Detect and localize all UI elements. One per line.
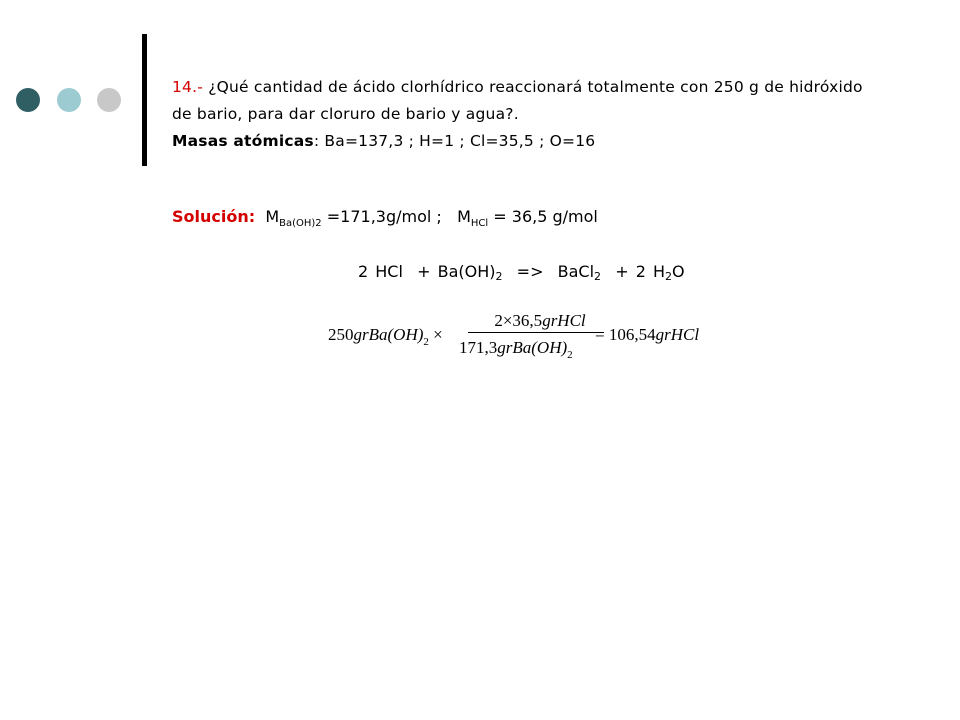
solution-line	[172, 207, 598, 229]
atomic-masses-value: : Ba=137,3 ; H=1 ; Cl=35,5 ; O=16	[313, 132, 596, 150]
plus-sign: +	[417, 262, 431, 281]
product-bacl2: BaCl	[557, 262, 595, 281]
problem-question: ¿Qué cantidad de ácido clorhídrico reaccionará totalmente con 250 g de hidróxido de bario, para dar cloruro de bario y agua?.	[172, 78, 863, 123]
reactant-baoh2-subscript: 2	[495, 270, 503, 283]
molar-mass-hcl-value: = 36,5 g/mol	[493, 207, 598, 226]
chemical-reaction	[358, 262, 685, 283]
molar-mass-baoh2-subscript: Ba(OH)2	[279, 218, 322, 229]
fraction-denominator	[459, 338, 573, 361]
result-value: 106,54	[608, 325, 656, 344]
molar-mass-hcl-symbol: M	[457, 207, 471, 226]
denominator-unit: grBa(OH)	[497, 338, 568, 357]
solution-label: Solución:	[172, 207, 256, 226]
problem-statement	[172, 74, 872, 155]
molar-mass-baoh2-symbol: M	[265, 207, 280, 226]
product-water-tail: O	[672, 262, 685, 281]
vertical-divider	[142, 34, 147, 166]
reactant-hcl: 2 HCl	[358, 262, 403, 281]
reactant-baoh2: Ba(OH)	[437, 262, 496, 281]
left-amount: 250	[328, 325, 354, 344]
product-water-subscript: 2	[665, 270, 673, 283]
molar-mass-baoh2-value: =171,3g/mol ;	[326, 207, 442, 226]
stoichiometry-equation	[328, 308, 748, 372]
problem-number: 14.-	[172, 78, 204, 96]
plus-sign: +	[615, 262, 629, 281]
fraction-bar	[468, 332, 604, 333]
atomic-masses-label: Masas atómicas	[172, 132, 314, 150]
molar-mass-hcl-subscript: HCl	[470, 218, 489, 229]
result-unit: grHCl	[655, 325, 700, 344]
decor-dot-teal	[16, 88, 40, 112]
denominator-amount: 171,3	[459, 338, 498, 357]
left-subscript: 2	[423, 336, 429, 348]
numerator-factor: 2×36,5	[494, 311, 543, 330]
left-unit: grBa(OH)	[353, 325, 424, 344]
fraction-numerator	[474, 311, 606, 331]
reaction-arrow: =>	[516, 262, 544, 281]
product-water: 2 H	[635, 262, 666, 281]
equation-result	[595, 325, 699, 345]
denominator-subscript: 2	[567, 349, 573, 361]
product-bacl2-subscript: 2	[594, 270, 602, 283]
decor-dot-light-blue	[57, 88, 81, 112]
decor-dot-gray	[97, 88, 121, 112]
equation-left-term	[328, 325, 443, 348]
numerator-unit: grHCl	[542, 311, 586, 330]
times-sign: ×	[433, 325, 443, 344]
equals-sign: =	[595, 325, 605, 344]
